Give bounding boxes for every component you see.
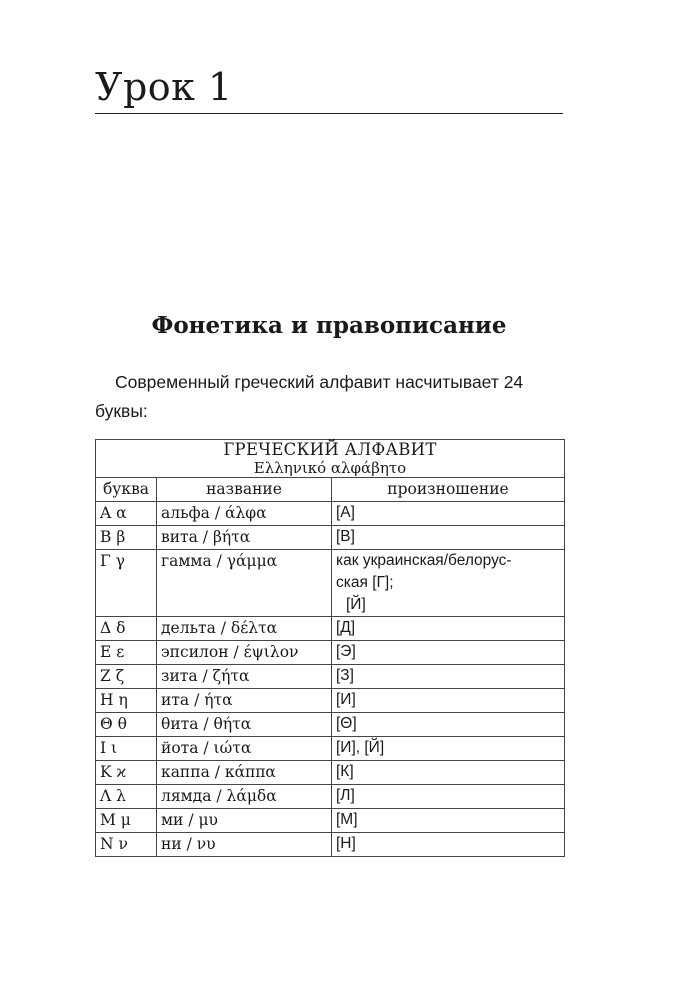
letter-cell: Κ ϰ bbox=[96, 761, 157, 785]
table-row bbox=[96, 737, 565, 761]
title-rule bbox=[95, 113, 563, 114]
name-cell: ита / ήτα bbox=[157, 689, 332, 713]
greek-alphabet-table bbox=[95, 439, 565, 857]
pronunciation-cell: [И], [Й] bbox=[332, 737, 565, 761]
pronunciation-cell: [И] bbox=[332, 689, 565, 713]
letter-cell: Ζ ζ bbox=[96, 665, 157, 689]
table-row bbox=[96, 689, 565, 713]
letter-cell: Θ θ bbox=[96, 713, 157, 737]
table-row bbox=[96, 833, 565, 857]
pronunciation-cell: [Э] bbox=[332, 641, 565, 665]
name-cell: ми / μυ bbox=[157, 809, 332, 833]
name-cell: лямда / λάμδα bbox=[157, 785, 332, 809]
name-cell: ни / νυ bbox=[157, 833, 332, 857]
table-caption-russian: ГРЕЧЕСКИЙ АЛФАВИТ bbox=[223, 440, 437, 459]
letter-cell: Δ δ bbox=[96, 617, 157, 641]
table-row bbox=[96, 502, 565, 526]
pronunciation-line: ская [Г]; bbox=[336, 574, 394, 591]
name-cell: йота / ιώτα bbox=[157, 737, 332, 761]
column-header-letter: буква bbox=[96, 478, 157, 502]
table-row bbox=[96, 617, 565, 641]
pronunciation-cell: [Д] bbox=[332, 617, 565, 641]
name-cell: θита / θήτα bbox=[157, 713, 332, 737]
table-caption-greek: Ελληνικό αλφάβητο bbox=[253, 459, 407, 477]
table-caption bbox=[96, 440, 565, 478]
pronunciation-cell: [К] bbox=[332, 761, 565, 785]
letter-cell: Ε ε bbox=[96, 641, 157, 665]
letter-cell: Β β bbox=[96, 526, 157, 550]
pronunciation-cell bbox=[332, 550, 565, 617]
pronunciation-cell: [М] bbox=[332, 809, 565, 833]
name-cell: вита / βήτα bbox=[157, 526, 332, 550]
name-cell: дельта / δέλτα bbox=[157, 617, 332, 641]
letter-cell: Η η bbox=[96, 689, 157, 713]
column-header-pronunciation: произношение bbox=[332, 478, 565, 502]
pronunciation-cell: [З] bbox=[332, 665, 565, 689]
letter-cell: Ι ι bbox=[96, 737, 157, 761]
table-row bbox=[96, 713, 565, 737]
letter-cell: Λ λ bbox=[96, 785, 157, 809]
name-cell: гамма / γάμμα bbox=[157, 550, 332, 617]
pronunciation-cell: [Н] bbox=[332, 833, 565, 857]
pronunciation-cell: [В] bbox=[332, 526, 565, 550]
column-header-name: название bbox=[157, 478, 332, 502]
letter-cell: Γ γ bbox=[96, 550, 157, 617]
letter-cell: Α α bbox=[96, 502, 157, 526]
lesson-title: Урок 1 bbox=[95, 65, 233, 109]
letter-cell: Μ μ bbox=[96, 809, 157, 833]
pronunciation-cell: [Θ] bbox=[332, 713, 565, 737]
table-row bbox=[96, 665, 565, 689]
table-row bbox=[96, 550, 565, 617]
pronunciation-line: как украинская/белорус- bbox=[336, 552, 512, 569]
table-row bbox=[96, 809, 565, 833]
letter-cell: Ν ν bbox=[96, 833, 157, 857]
name-cell: каппа / κάππα bbox=[157, 761, 332, 785]
table-row bbox=[96, 785, 565, 809]
section-heading: Фонетика и правописание bbox=[151, 312, 507, 339]
name-cell: эпсилон / έψιλον bbox=[157, 641, 332, 665]
table-row bbox=[96, 641, 565, 665]
table-row bbox=[96, 526, 565, 550]
table-row bbox=[96, 761, 565, 785]
name-cell: зита / ζήτα bbox=[157, 665, 332, 689]
intro-paragraph: Современный греческий алфавит насчитывает 24 буквы: bbox=[95, 372, 524, 421]
pronunciation-cell: [А] bbox=[332, 502, 565, 526]
pronunciation-cell: [Л] bbox=[332, 785, 565, 809]
name-cell: альфа / άλφα bbox=[157, 502, 332, 526]
pronunciation-line: [Й] bbox=[346, 596, 366, 613]
